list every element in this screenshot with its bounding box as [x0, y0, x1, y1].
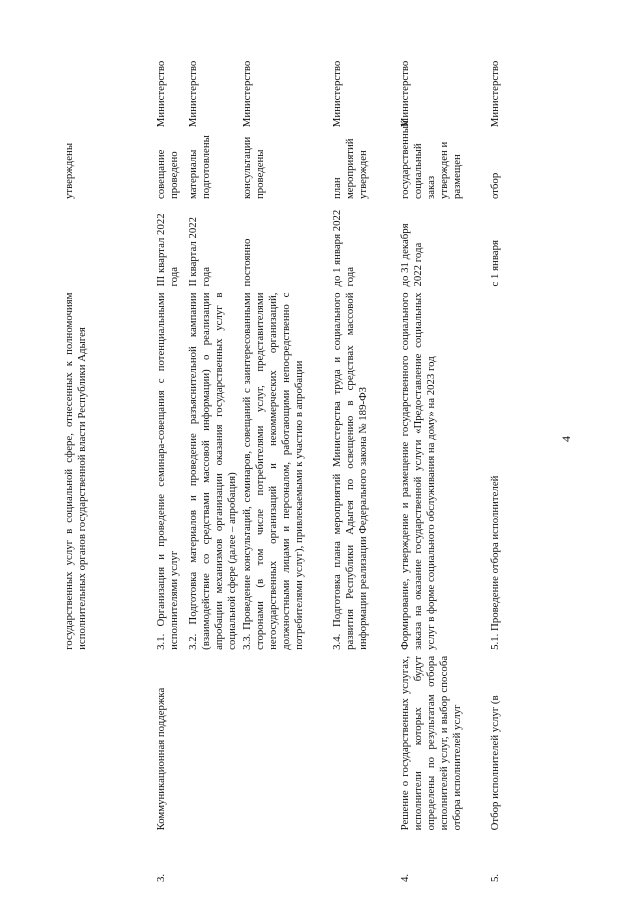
row-result: отбор [489, 172, 501, 200]
row-number [330, 833, 398, 885]
row-responsible: Министерство [399, 60, 411, 128]
row-number: 5. [489, 873, 501, 882]
row-number [240, 833, 330, 885]
row-stage-name [62, 653, 154, 834]
row-result: государственный социальный заказ утвержден и размещен [399, 120, 463, 200]
row-responsible: Министерство [489, 60, 501, 128]
row-result: консультации проведены [241, 136, 266, 200]
row-deadline: до 31 декабря 2022 года [399, 223, 424, 287]
table-row [240, 45, 330, 885]
row-number: 3. [155, 873, 167, 882]
row-deadline: III квартал 2022 года [155, 213, 180, 287]
row-stage-name: Решение о государственных услугах, исполнители которых будут определены по результатам отбора исполнителей услуг, и выбор способа отбора исполнителей услуг [399, 655, 463, 831]
row-deadline: II квартал 2022 года [187, 216, 212, 287]
row-responsible: Министерство [155, 60, 167, 128]
row-responsible: Министерство [241, 60, 253, 128]
row-deadline: постоянно [241, 238, 253, 287]
row-activity: государственных услуг в социальной сфере, отнесенных к полномочиям исполнительных органов государственной власти Республики Адыгея [63, 292, 88, 650]
table-row [398, 45, 488, 885]
row-responsible [62, 45, 154, 130]
row-activity: 5.1. Проведение отбора исполнителей [489, 475, 501, 650]
row-activity: 3.3. Проведение консультаций, семинаров, совещаний с заинтересованными сторонами (в том числе потребителями услуг, представителями негосударственных организаций и некоммерческих организаций, должностными лицами и персоналом, работающими непосредственно с потребителями услуг), привлекаемыми к участию в апробации [241, 292, 305, 650]
row-result: утверждены [63, 142, 75, 200]
page-number: 4 [559, 436, 573, 442]
row-activity: Формирование, утверждение и размещение государственного социального заказа на оказание государственной услуги «Предоставление социальных услуг в форме социального обслуживания на дому» на 2023 год [399, 292, 437, 650]
row-deadline: с 1 января [489, 240, 501, 287]
plan-table [62, 45, 542, 885]
row-number: 4. [399, 873, 411, 882]
row-result: материалы подготовлены [187, 135, 212, 200]
row-responsible: Министерство [187, 60, 199, 128]
row-stage-name [240, 653, 330, 834]
row-stage-name [186, 653, 240, 834]
row-stage-name: Коммуникационная поддержка [155, 687, 167, 831]
row-activity: 3.1. Организация и проведение семинара-совещания с потенциальными исполнителями услуг [155, 292, 180, 650]
row-number [62, 833, 154, 885]
row-number [186, 833, 240, 885]
table-row [186, 45, 240, 885]
row-result: план мероприятий утвержден [331, 138, 369, 200]
table-row [154, 45, 186, 885]
row-result: совещание проведено [155, 149, 180, 200]
row-deadline: до 1 января 2022 года [331, 209, 356, 287]
row-activity: 3.4. Подготовка плана мероприятий Министерства труда и социального развития Республики Адыгея по освещению в средствах массовой информации реализации Федерального закона № 189-ФЗ [331, 292, 369, 650]
table-row [330, 45, 398, 885]
row-deadline [62, 202, 154, 289]
row-responsible: Министерство [331, 60, 343, 128]
row-activity: 3.2. Подготовка материалов и проведение разъяснительной кампании (взаимодействие со средствами массовой информации) о реализации апробации механизмов организации оказания государственных услуг в социальной сфере (далее – апробация) [187, 292, 238, 650]
table-row [62, 45, 154, 885]
row-stage-name [330, 653, 398, 834]
rotated-table-wrapper [62, 45, 542, 885]
table-row [488, 45, 542, 885]
row-stage-name: Отбор исполнителей услуг (в [489, 695, 501, 831]
